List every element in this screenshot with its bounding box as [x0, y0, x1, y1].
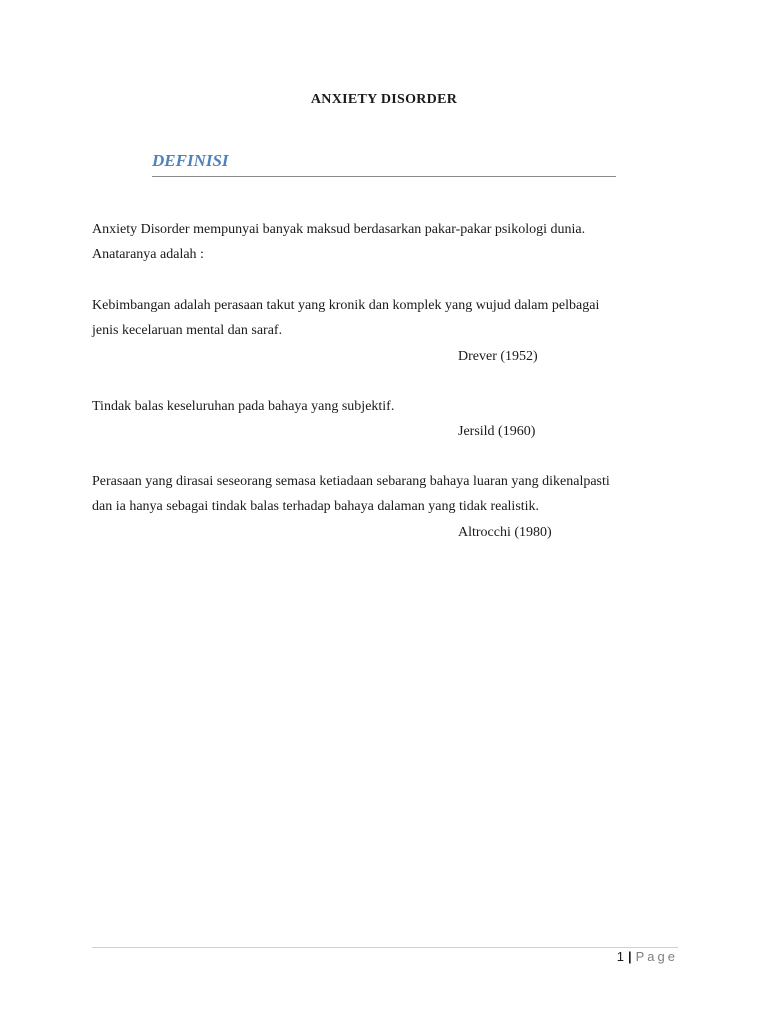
definition-line: jenis kecelaruan mental dan saraf.	[92, 323, 283, 338]
section-heading	[152, 150, 616, 177]
footer-separator: |	[627, 949, 632, 964]
definition-paragraph	[92, 394, 692, 419]
definition-line: dan ia hanya sebagai tindak balas terhadap bahaya dalaman yang tidak realistik.	[92, 499, 540, 514]
page-label: Page	[635, 949, 678, 964]
definition-citation: Altrocchi (1980)	[458, 525, 552, 540]
intro-line: Anxiety Disorder mempunyai banyak maksud berdasarkan pakar-pakar psikologi dunia.	[92, 222, 586, 237]
section-heading-text: DEFINISI	[152, 151, 229, 170]
footer-divider	[92, 947, 678, 948]
intro-line: Anataranya adalah :	[92, 247, 204, 262]
definition-citation: Jersild (1960)	[458, 424, 536, 439]
definition-paragraph	[92, 469, 692, 519]
definition-paragraph	[92, 293, 692, 343]
page-number: 1	[616, 949, 624, 964]
page-footer	[617, 948, 678, 966]
definition-line: Tindak balas keseluruhan pada bahaya yang subjektif.	[92, 399, 395, 414]
definition-citation: Drever (1952)	[458, 349, 538, 364]
intro-paragraph	[92, 217, 692, 267]
definition-line: Kebimbangan adalah perasaan takut yang kronik dan komplek yang wujud dalam pelbagai	[92, 298, 600, 313]
definition-line: Perasaan yang dirasai seseorang semasa ketiadaan sebarang bahaya luaran yang dikenalpasti	[92, 474, 610, 489]
document-title: ANXIETY DISORDER	[310, 92, 458, 107]
